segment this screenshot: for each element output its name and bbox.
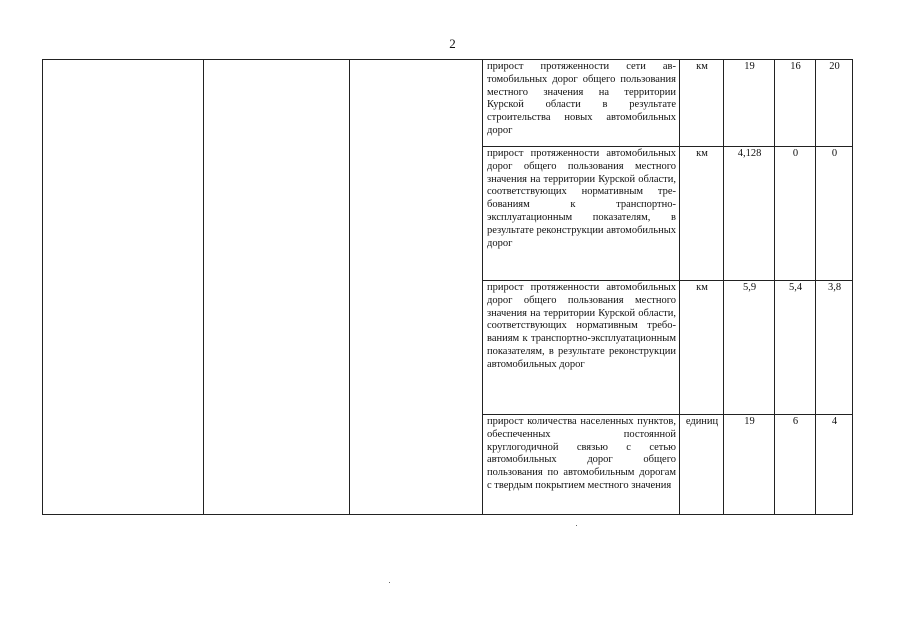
indicator-cell: прирост протяженности автомобильных дорог общего пользования местного значения на территории Курской области, соответствующих нормативным требованиям к транспортно-эксплуатационным показателям, в результате реконструкции автомобильных дорог [483,147,680,281]
value-cell: 16 [775,60,816,147]
unit-cell: единиц [680,415,724,515]
page-number: 2 [449,36,456,51]
indicator-cell: прирост протяженности автомобильных дорог общего пользования местного значения на территории Курской области, соответствующих нормативным требованиям к транспортно-эксплуатационным показателям, в результате реконструкции автомобильных дорог [483,281,680,415]
value-cell: 3,8 [816,281,853,415]
unit-cell: км [680,60,724,147]
empty-column-2 [204,60,350,515]
value-cell: 5,4 [775,281,816,415]
unit-cell: км [680,147,724,281]
indicator-cell: прирост протяженности сети автомобильных дорог общего пользования местного значения на территории Курской области в результате строительства новых автомобильных дорог [483,60,680,147]
value-cell: 5,9 [724,281,775,415]
value-cell: 20 [816,60,853,147]
indicator-cell: прирост количества населенных пунктов, обеспеченных постоянной круглогодичной связью с сетью автомобильных дорог общего пользования по автомобильным дорогам с твердым покрытием местного значения [483,415,680,515]
empty-column-1 [43,60,204,515]
indicators-table [42,59,853,515]
value-cell: 4 [816,415,853,515]
table-row [43,60,853,147]
value-cell: 6 [775,415,816,515]
value-cell: 0 [816,147,853,281]
scan-speck [576,525,577,526]
empty-column-3 [350,60,483,515]
value-cell: 19 [724,415,775,515]
value-cell: 0 [775,147,816,281]
value-cell: 4,128 [724,147,775,281]
unit-cell: км [680,281,724,415]
value-cell: 19 [724,60,775,147]
scan-speck [389,582,390,583]
